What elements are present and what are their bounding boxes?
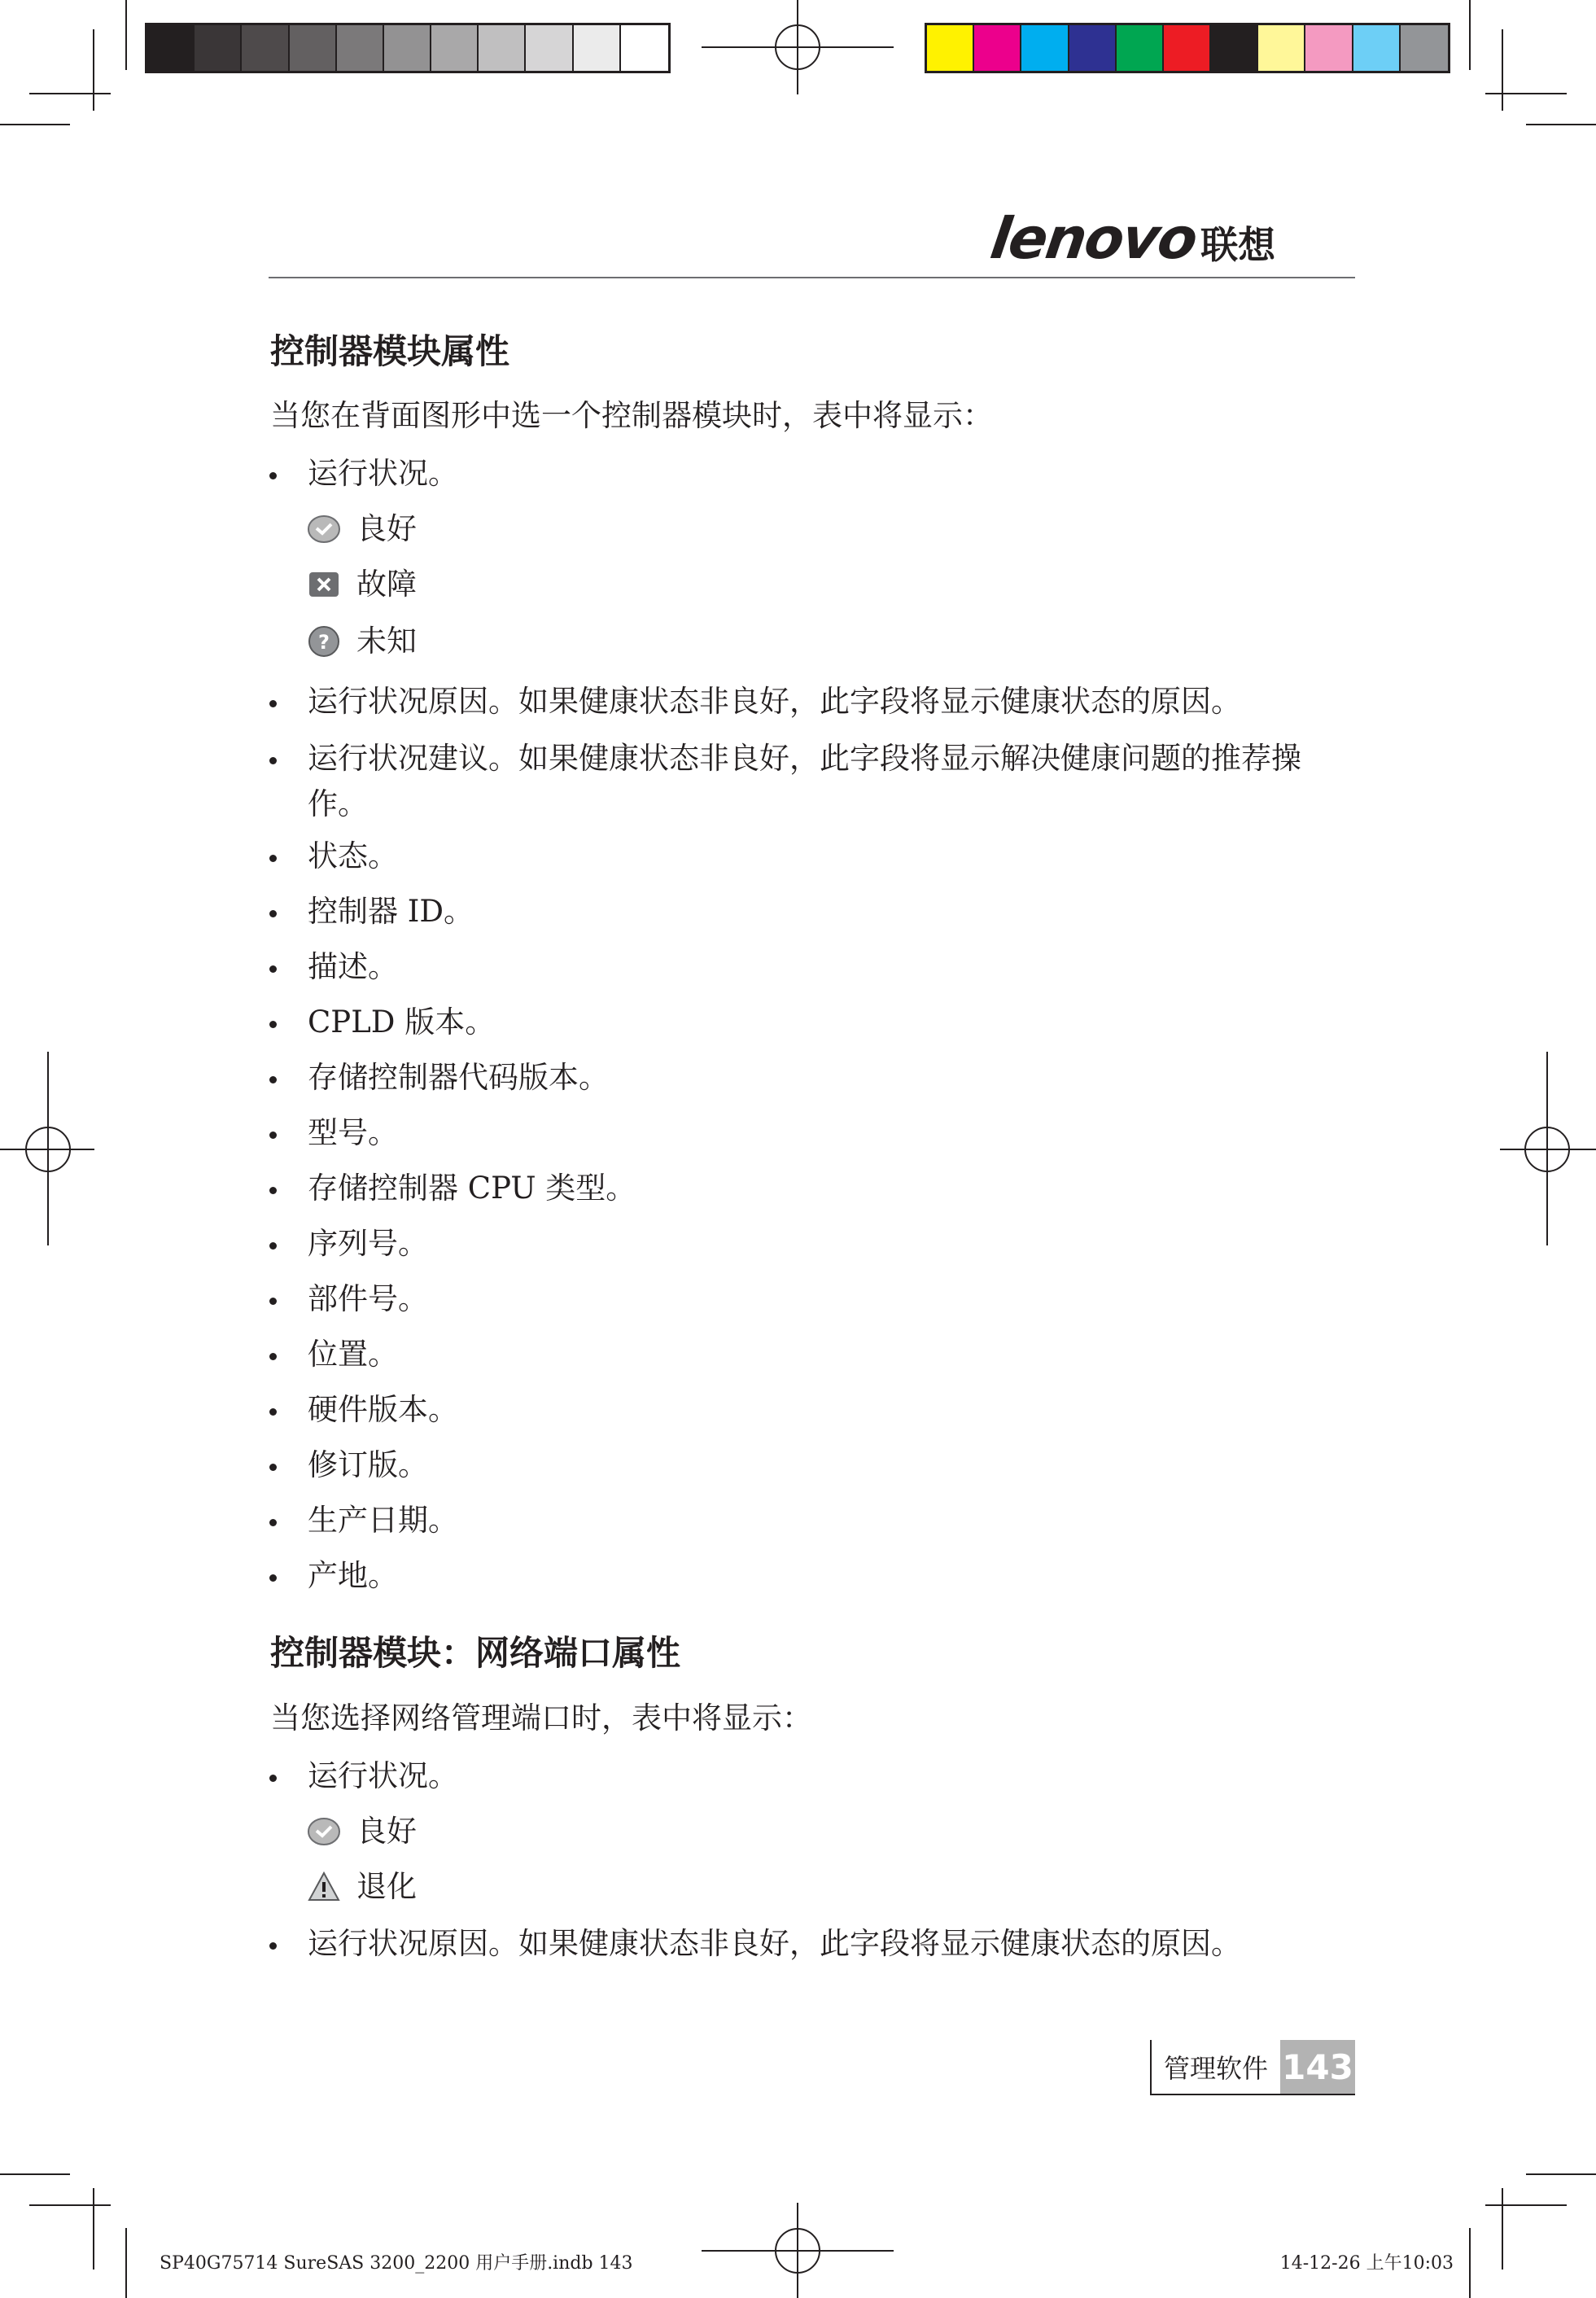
imprint-right: 14-12-26 上午10:03 bbox=[1279, 2253, 1454, 2274]
list-item: 作。 bbox=[308, 786, 368, 821]
bullet bbox=[269, 1408, 277, 1416]
list-item-health: 运行状况。 bbox=[308, 456, 458, 491]
color-swatch bbox=[479, 25, 526, 71]
color-swatch bbox=[1211, 25, 1258, 71]
bullet bbox=[269, 1131, 277, 1139]
fault-icon bbox=[308, 568, 340, 601]
list-item: 序列号。 bbox=[308, 1226, 428, 1261]
color-swatch bbox=[1401, 25, 1448, 71]
list-item: 存储控制器代码版本。 bbox=[308, 1060, 609, 1095]
ok-icon bbox=[308, 513, 340, 545]
bullet bbox=[269, 1519, 277, 1526]
list-item: 生产日期。 bbox=[308, 1503, 458, 1538]
status-row-degraded: 退化 bbox=[308, 1864, 417, 1910]
header-rule bbox=[269, 277, 1355, 278]
grayscale-calibration-bar bbox=[145, 23, 671, 73]
list-item: 描述。 bbox=[308, 949, 398, 984]
list-item: 运行状况建议。如果健康状态非良好，此字段将显示解决健康问题的推荐操 bbox=[308, 741, 1301, 776]
color-swatch bbox=[1305, 25, 1353, 71]
bullet bbox=[269, 965, 277, 973]
section-intro: 当您在背面图形中选一个控制器模块时，表中将显示： bbox=[270, 398, 993, 433]
color-calibration-bar bbox=[925, 23, 1450, 73]
list-item: 存储控制器 CPU 类型。 bbox=[308, 1171, 636, 1206]
color-swatch bbox=[290, 25, 337, 71]
list-item: 控制器 ID。 bbox=[308, 894, 474, 929]
svg-text:?: ? bbox=[318, 631, 330, 654]
section-title-controller-module: 控制器模块属性 bbox=[270, 331, 510, 371]
color-swatch bbox=[242, 25, 289, 71]
bullet bbox=[269, 1298, 277, 1305]
list-item-health-reason: 运行状况原因。如果健康状态非良好，此字段将显示健康状态的原因。 bbox=[308, 1926, 1241, 1961]
color-swatch bbox=[1117, 25, 1164, 71]
color-swatch bbox=[431, 25, 479, 71]
list-item: 运行状况原因。如果健康状态非良好，此字段将显示健康状态的原因。 bbox=[308, 684, 1241, 719]
section-title-network-port: 控制器模块：网络端口属性 bbox=[270, 1633, 681, 1673]
bullet bbox=[269, 1242, 277, 1250]
color-swatch bbox=[574, 25, 621, 71]
color-swatch bbox=[1164, 25, 1211, 71]
color-swatch bbox=[1353, 25, 1401, 71]
page-footer-tab bbox=[1150, 2040, 1355, 2095]
color-swatch bbox=[526, 25, 573, 71]
bullet bbox=[269, 1353, 277, 1360]
bullet bbox=[269, 855, 277, 862]
unknown-icon bbox=[308, 625, 340, 658]
list-item: 产地。 bbox=[308, 1558, 398, 1593]
list-item: 型号。 bbox=[308, 1115, 398, 1150]
list-item: 部件号。 bbox=[308, 1281, 428, 1316]
bullet bbox=[269, 1076, 277, 1083]
bullet bbox=[269, 1775, 277, 1782]
color-swatch bbox=[1258, 25, 1305, 71]
status-row-fault: 故障 bbox=[308, 562, 417, 607]
bullet bbox=[269, 1464, 277, 1471]
bullet bbox=[269, 757, 277, 764]
bullet bbox=[269, 700, 277, 707]
status-row-unknown: ? 未知 bbox=[308, 619, 417, 664]
list-item: 位置。 bbox=[308, 1337, 398, 1372]
bullet bbox=[269, 1021, 277, 1028]
bullet bbox=[269, 472, 277, 479]
bullet bbox=[269, 1574, 277, 1582]
color-swatch bbox=[927, 25, 974, 71]
list-item: CPLD 版本。 bbox=[308, 1005, 496, 1040]
bullet bbox=[269, 1187, 277, 1194]
bullet bbox=[269, 1942, 277, 1950]
color-swatch bbox=[337, 25, 384, 71]
lenovo-logo: lenovo 联想 bbox=[986, 205, 1276, 272]
section-intro: 当您选择网络管理端口时，表中将显示： bbox=[270, 1701, 812, 1736]
list-item: 硬件版本。 bbox=[308, 1392, 458, 1427]
ok-icon bbox=[308, 1815, 340, 1848]
status-row-good: 良好 bbox=[308, 1809, 417, 1854]
warning-icon bbox=[308, 1871, 340, 1903]
list-item: 状态。 bbox=[308, 838, 398, 873]
color-swatch bbox=[1069, 25, 1117, 71]
color-swatch bbox=[974, 25, 1021, 71]
list-item-health: 运行状况。 bbox=[308, 1758, 458, 1793]
color-swatch bbox=[195, 25, 242, 71]
imprint-left: SP40G75714 SureSAS 3200_2200 用户手册.indb 143 bbox=[160, 2253, 633, 2274]
status-row-good: 良好 bbox=[308, 506, 417, 552]
section-label: 管理软件 bbox=[1163, 2053, 1268, 2084]
color-swatch bbox=[384, 25, 431, 71]
color-swatch bbox=[1021, 25, 1069, 71]
page-number: 143 bbox=[1280, 2040, 1355, 2094]
color-swatch bbox=[621, 25, 668, 71]
list-item: 修订版。 bbox=[308, 1447, 428, 1482]
color-swatch bbox=[147, 25, 195, 71]
bullet bbox=[269, 910, 277, 917]
